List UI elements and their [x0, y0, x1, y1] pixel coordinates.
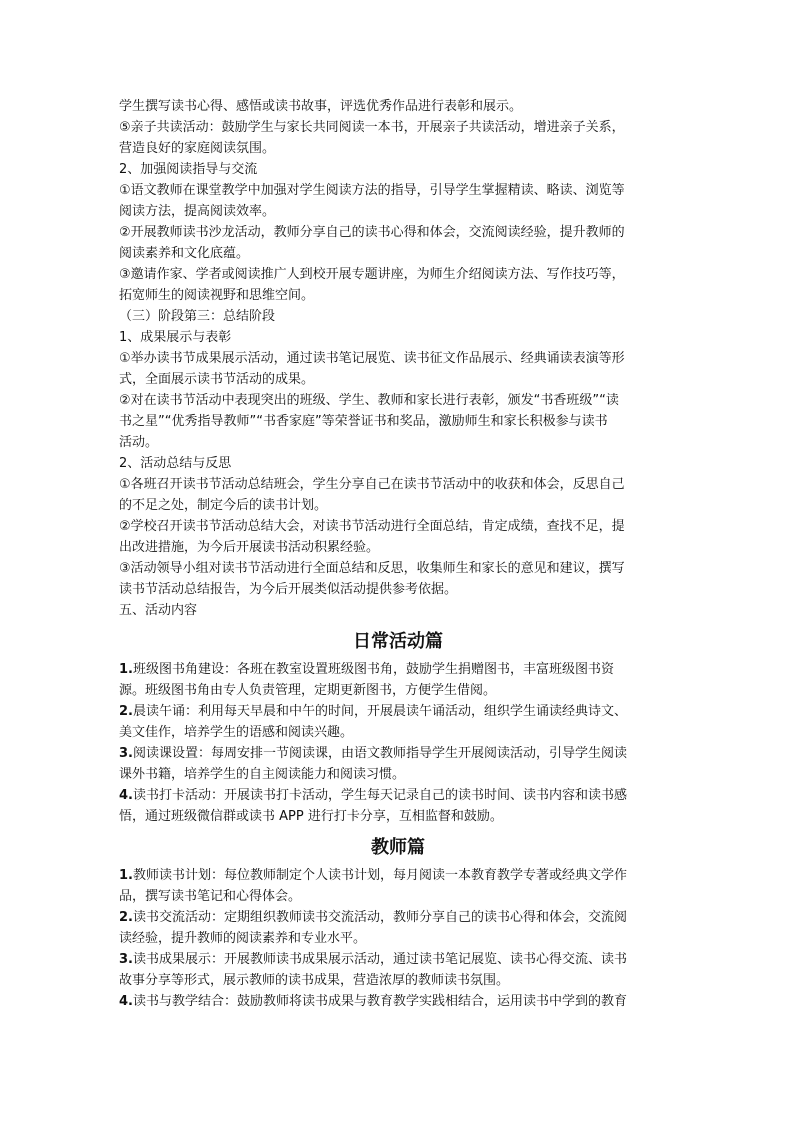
list-item-line: [119, 785, 677, 806]
list-item-line: 品，撰写读书笔记和心得体会。: [119, 889, 302, 904]
list-item-line: [119, 659, 677, 680]
heading-teacher: 教师篇: [371, 837, 425, 858]
daily-item: [119, 659, 677, 701]
paragraph-line: 阅读方法，提高阅读效率。: [119, 204, 276, 219]
paragraph-line: ③邀请作家、学者或阅读推广人到校开展专题讲座，为师生介绍阅读方法、写作技巧等，: [119, 267, 625, 282]
item-text: 教师读书计划：每位教师制定个人读书计划，每月阅读一本教育教学专著或经典文学作: [132, 868, 627, 883]
list-item-line: [119, 865, 677, 886]
item-text: 读书成果展示：开展教师读书成果展示活动，通过读书笔记展览、读书心得交流、读书: [132, 952, 627, 967]
paragraph-line: 出改进措施，为今后开展读书活动积累经验。: [119, 540, 380, 555]
list-item-line: 故事分享等形式，展示教师的读书成果，营造浓厚的教师读书氛围。: [119, 973, 510, 988]
paragraph-line: ⑤亲子共读活动：鼓励学生与家长共同阅读一本书，开展亲子共读活动，增进亲子关系，: [119, 120, 625, 135]
subsection-heading-results: 1、成果展示与表彰: [119, 330, 232, 345]
item-text: 读书交流活动：定期组织教师读书交流活动，教师分享自己的读书心得和体会，交流阅: [132, 910, 627, 925]
teacher-item: [119, 907, 677, 949]
teacher-item: [119, 865, 677, 907]
paragraph-line: 学生撰写读书心得、感悟或读书故事，评选优秀作品进行表彰和展示。: [119, 99, 523, 114]
paragraph-line: 阅读素养和文化底蕴。: [119, 246, 250, 261]
item-text: 班级图书角建设：各班在教室设置班级图书角，鼓励学生捐赠图书，丰富班级图书资: [132, 662, 614, 677]
item-number: 2.: [119, 910, 133, 925]
teacher-item: [119, 991, 677, 1012]
item-number: 4.: [119, 788, 133, 803]
list-item-line: 美文佳作，培养学生的语感和阅读兴趣。: [119, 725, 354, 740]
paragraph-line: 读书节活动总结报告，为今后开展类似活动提供参考依据。: [119, 582, 458, 597]
heading-daily: 日常活动篇: [353, 631, 443, 652]
daily-item: [119, 743, 677, 785]
item-number: 2.: [119, 704, 133, 719]
paragraph-line: 式，全面展示读书节活动的成果。: [119, 372, 315, 387]
section-heading-content: 五、活动内容: [119, 603, 198, 618]
paragraph-line: ①举办读书节成果展示活动，通过读书笔记展览、读书征文作品展示、经典诵读表演等形: [119, 351, 625, 366]
paragraph-line: ②对在读书节活动中表现突出的班级、学生、教师和家长进行表彰，颁发“书香班级”“读: [119, 393, 619, 408]
paragraph-line: 的不足之处，制定今后的读书计划。: [119, 498, 328, 513]
paragraph-line: 拓宽师生的阅读视野和思维空间。: [119, 288, 315, 303]
item-text: 读书与教学结合：鼓励教师将读书成果与教育教学实践相结合，运用读书中学到的教育: [132, 994, 627, 1009]
list-item-line: 读经验，提升教师的阅读素养和专业水平。: [119, 931, 367, 946]
paragraph-line: ①语文教师在课堂教学中加强对学生阅读方法的指导，引导学生掌握精读、略读、浏览等: [119, 183, 625, 198]
paragraph-line: ②学校召开读书节活动总结大会，对读书节活动进行全面总结，肯定成绩，查找不足，提: [119, 519, 625, 534]
paragraph-line: 营造良好的家庭阅读氛围。: [119, 141, 276, 156]
daily-item: [119, 785, 677, 827]
daily-item: [119, 701, 677, 743]
list-item-line: [119, 949, 677, 970]
list-item-line: 悟，通过班级微信群或读书 APP 进行打卡分享，互相监督和鼓励。: [119, 809, 503, 824]
paragraph-line: ②开展教师读书沙龙活动，教师分享自己的读书心得和体会，交流阅读经验，提升教师的: [119, 225, 625, 240]
teacher-item: [119, 949, 677, 991]
item-number: 3.: [119, 952, 133, 967]
list-item-line: [119, 701, 677, 722]
list-item-line: [119, 991, 677, 1012]
item-number: 1.: [119, 662, 133, 677]
paragraph-line: ①各班召开读书节活动总结班会，学生分享自己在读书节活动中的收获和体会，反思自己: [119, 477, 625, 492]
item-number: 1.: [119, 868, 133, 883]
item-text: 阅读课设置：每周安排一节阅读课，由语文教师指导学生开展阅读活动，引导学生阅读: [132, 746, 627, 761]
list-item-line: [119, 907, 677, 928]
list-item-line: 课外书籍，培养学生的自主阅读能力和阅读习惯。: [119, 767, 406, 782]
subsection-heading-summary: 2、活动总结与反思: [119, 456, 232, 471]
paragraph-line: 活动。: [119, 435, 159, 450]
item-number: 4.: [119, 994, 133, 1009]
document-body: [119, 96, 677, 1012]
paragraph-line: 书之星”“优秀指导教师”“书香家庭”等荣誉证书和奖品，激励师生和家长积极参与读书: [119, 414, 608, 429]
list-item-line: [119, 743, 677, 764]
item-text: 晨读午诵：利用每天早晨和中午的时间，开展晨读午诵活动，组织学生诵读经典诗文、: [132, 704, 627, 719]
section-heading-stage3: （三）阶段第三：总结阶段: [119, 309, 276, 324]
item-number: 3.: [119, 746, 133, 761]
list-item-line: 源。班级图书角由专人负责管理，定期更新图书，方便学生借阅。: [119, 683, 497, 698]
paragraph-line: ③活动领导小组对读书节活动进行全面总结和反思，收集师生和家长的意见和建议，撰写: [119, 561, 625, 576]
section-heading-guide: 2、加强阅读指导与交流: [119, 162, 258, 177]
item-text: 读书打卡活动：开展读书打卡活动，学生每天记录自己的读书时间、读书内容和读书感: [132, 788, 627, 803]
